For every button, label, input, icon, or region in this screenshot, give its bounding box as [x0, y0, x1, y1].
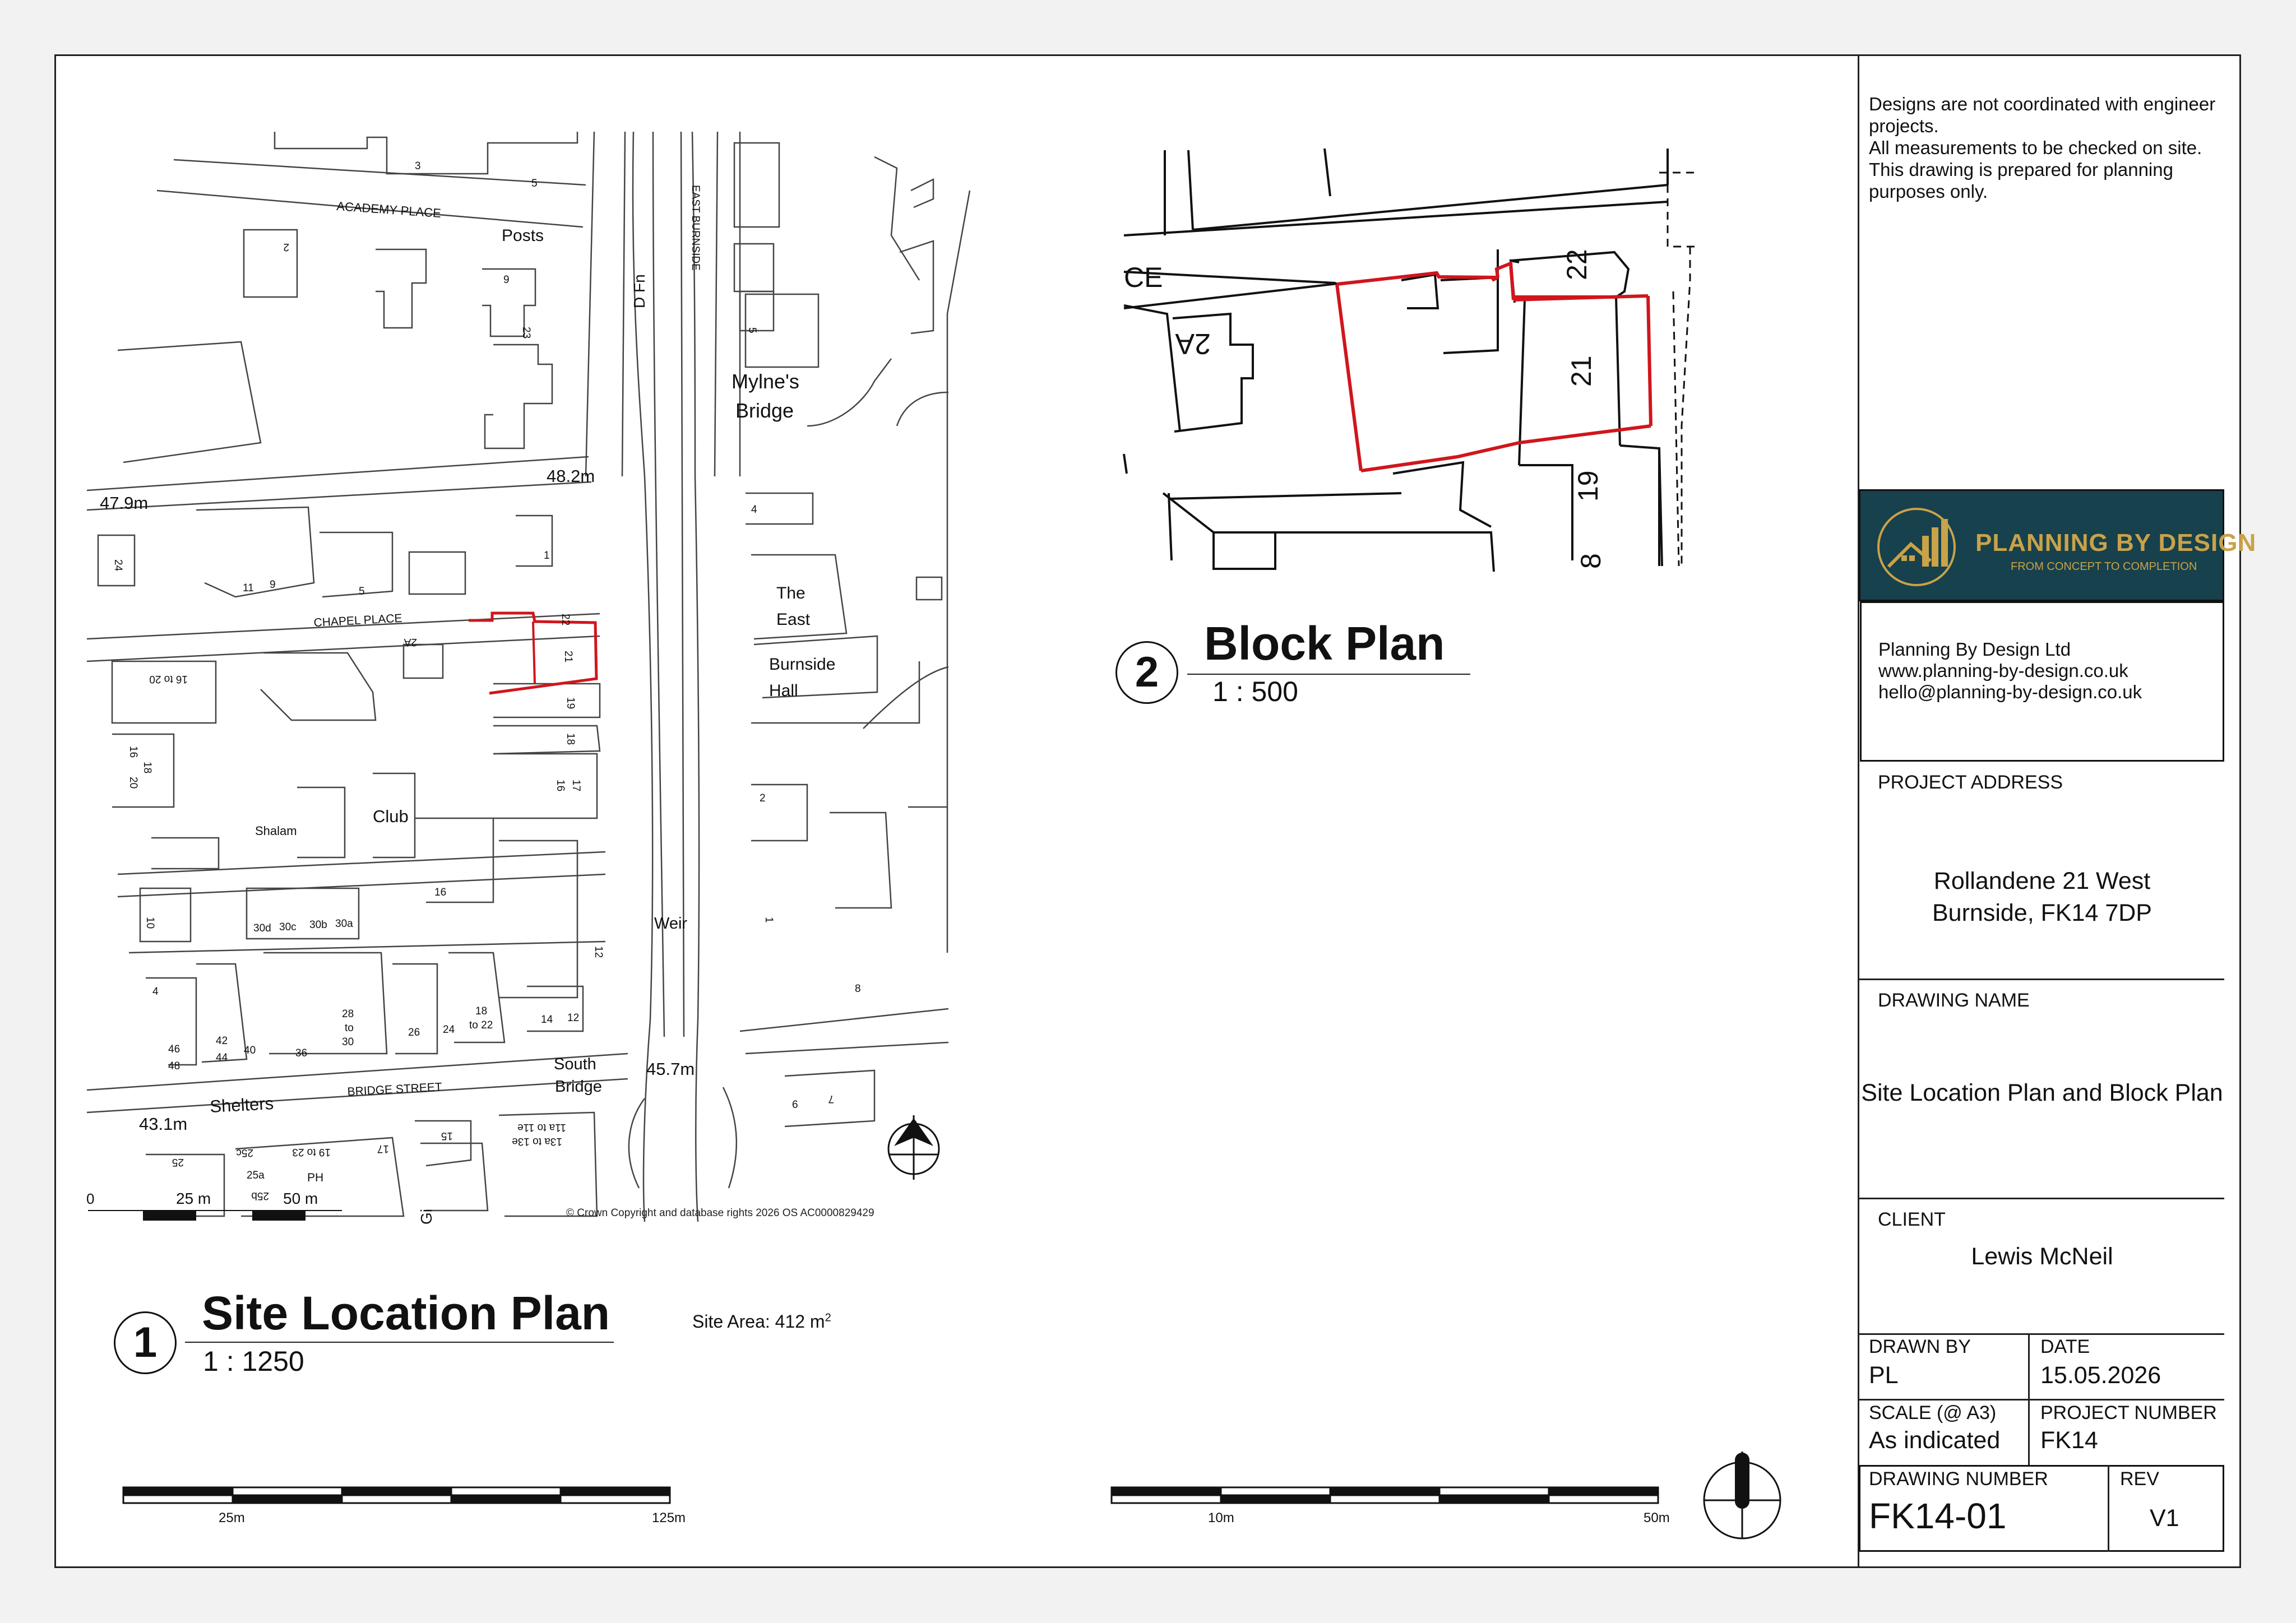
map-num: 20	[127, 777, 139, 789]
map-label-mylnes-1: Mylne's	[732, 370, 799, 393]
site-plan-number: 1	[114, 1311, 177, 1374]
map-num: 16 to 20	[149, 673, 188, 685]
block-label-22: 22	[1561, 249, 1593, 280]
map-label-east: East	[776, 610, 811, 629]
map-label-d-fn: D Fn	[631, 274, 648, 308]
map-num: 25a	[247, 1170, 265, 1181]
note-line: Designs are not coordinated with engineer	[1869, 94, 2216, 114]
note-line: purposes only.	[1869, 181, 1988, 202]
map-num: 12	[567, 1012, 580, 1024]
map-num: 26	[408, 1027, 420, 1038]
map-num: 8	[855, 983, 861, 995]
map-num: 11a to 11e	[517, 1121, 566, 1133]
map-label-academy-place: ACADEMY PLACE	[336, 199, 442, 221]
map-num: 42	[216, 1035, 228, 1047]
scale-value: As indicated	[1869, 1427, 2001, 1454]
site-plan-scale: 1 : 1250	[203, 1346, 304, 1377]
map-num: 48	[168, 1060, 180, 1072]
drawing-number-label: DRAWING NUMBER	[1869, 1468, 2048, 1490]
map-num: 36	[295, 1047, 308, 1059]
note-line: This drawing is prepared for planning	[1869, 159, 2173, 180]
map-num: 16	[127, 746, 139, 758]
block-label-21: 21	[1566, 355, 1597, 387]
rev-label: REV	[2120, 1468, 2159, 1490]
map-label-weir: Weir	[654, 915, 688, 933]
map-label-shalam: Shalam	[255, 824, 297, 838]
map-num: 40	[244, 1045, 256, 1056]
scale-label: SCALE (@ A3)	[1869, 1402, 1997, 1423]
map-num: 5	[359, 586, 365, 597]
map-label-chapel-place: CHAPEL PLACE	[313, 611, 402, 629]
map-label-the: The	[776, 584, 806, 602]
company-website-link[interactable]: www.planning-by-design.co.uk	[1878, 660, 2128, 681]
site-scalebar-right: 125m	[652, 1510, 686, 1525]
note-line: projects.	[1869, 115, 1939, 136]
date-value: 15.05.2026	[2040, 1362, 2161, 1389]
map-label-ph: PH	[307, 1171, 324, 1184]
divider	[1859, 1333, 2224, 1335]
map-num: 12	[592, 946, 604, 958]
divider	[2108, 1465, 2109, 1552]
house-logo-icon	[1869, 502, 1964, 592]
map-num: 24	[443, 1024, 455, 1036]
map-num: 46	[168, 1044, 180, 1055]
map-num: 25c	[236, 1147, 253, 1158]
map-num: 30a	[335, 918, 353, 930]
map-num: 30b	[309, 919, 327, 931]
map-num: 4	[152, 986, 159, 998]
map-num: 16	[434, 887, 447, 898]
map-label-bridge-street: BRIDGE STREET	[347, 1081, 443, 1098]
map-num: 19	[564, 697, 576, 710]
map-num: 6	[792, 1099, 798, 1111]
company-details	[1860, 601, 2224, 762]
rev-value: V1	[2150, 1505, 2179, 1532]
block-plan-title: Block Plan	[1204, 617, 1445, 670]
map-num: 28	[342, 1008, 354, 1020]
map-scale-25m: 25 m	[176, 1190, 211, 1207]
block-plan-title-underline	[1187, 674, 1470, 675]
drawing-name-label: DRAWING NAME	[1878, 990, 2030, 1011]
map-num: 30c	[279, 921, 297, 933]
map-label-height-45-7: 45.7m	[646, 1059, 695, 1079]
map-num: 5	[531, 178, 538, 189]
block-label-2a: 2A	[1175, 327, 1211, 360]
map-num: 18	[564, 733, 576, 745]
map-num: 3	[415, 160, 421, 172]
map-num: 22	[559, 614, 571, 626]
map-num: 9	[503, 274, 510, 286]
map-num: 17	[377, 1143, 389, 1154]
map-label-posts: Posts	[502, 226, 544, 245]
project-address-label: PROJECT ADDRESS	[1878, 772, 2063, 793]
map-num: 15	[441, 1130, 453, 1142]
map-label-club: Club	[373, 806, 409, 826]
project-address-line1: Rollandene 21 West	[1933, 868, 2151, 894]
note-line: All measurements to be checked on site.	[1869, 137, 2202, 158]
map-num: 11	[243, 582, 254, 594]
drawing-name-value: Site Location Plan and Block Plan	[1861, 1079, 2223, 1106]
map-num: 5	[746, 327, 758, 333]
map-label-bridge: Bridge	[555, 1078, 602, 1096]
map-num: 2	[760, 792, 766, 804]
drawing-number-value: FK14-01	[1869, 1496, 2007, 1536]
map-num: 25	[172, 1156, 184, 1168]
divider	[1859, 1198, 2224, 1199]
map-num: 1	[763, 917, 775, 923]
map-label-height-48-2: 48.2m	[547, 466, 595, 486]
map-num: 7	[828, 1093, 834, 1105]
project-address-line2: Burnside, FK14 7DP	[1932, 899, 2152, 926]
map-label-east-burnside: EAST BURNSIDE	[689, 185, 701, 271]
logo-tagline: FROM CONCEPT TO COMPLETION	[2011, 560, 2197, 573]
map-num: to	[345, 1022, 354, 1034]
drawn-by-value: PL	[1869, 1362, 1899, 1389]
divider	[1859, 1399, 2224, 1401]
client-label: CLIENT	[1878, 1209, 1946, 1230]
map-label-gi: Gi	[418, 1209, 435, 1225]
project-number-label: PROJECT NUMBER	[2040, 1402, 2217, 1423]
map-num: 30	[342, 1036, 354, 1048]
drawing-notes	[1869, 93, 2228, 202]
map-num: 25b	[251, 1190, 269, 1202]
client-value: Lewis McNeil	[1971, 1243, 2113, 1270]
block-scalebar-right: 50m	[1644, 1510, 1670, 1525]
map-num: 18	[141, 762, 153, 774]
block-label-19: 19	[1572, 470, 1604, 502]
map-num: 19 to 23	[292, 1146, 331, 1158]
map-num: to 22	[469, 1019, 493, 1031]
divider	[1859, 979, 2224, 980]
map-scale-zero: 0	[86, 1190, 95, 1207]
project-number-value: FK14	[2040, 1427, 2098, 1454]
map-num: 10	[144, 917, 156, 929]
block-plan-scale: 1 : 500	[1212, 676, 1298, 707]
map-num: 30d	[253, 922, 271, 934]
logo-company-name: PLANNING BY DESIGN	[1975, 529, 2257, 557]
block-plan-number: 2	[1115, 641, 1178, 704]
map-num: 21	[562, 651, 574, 663]
map-num: 1	[544, 550, 550, 562]
map-num: 18	[475, 1005, 488, 1017]
company-logo-banner	[1859, 489, 2257, 601]
map-scale-50m: 50 m	[283, 1190, 318, 1207]
map-num: 23	[520, 327, 532, 339]
block-scalebar-left: 10m	[1208, 1510, 1234, 1525]
map-num: 44	[216, 1052, 228, 1064]
map-label-height-47-9: 47.9m	[100, 493, 149, 513]
map-num: 4	[751, 504, 757, 516]
map-label-south: South	[554, 1055, 596, 1073]
company-email-link[interactable]: hello@planning-by-design.co.uk	[1878, 681, 2142, 702]
date-label: DATE	[2040, 1336, 2090, 1357]
map-label-height-43-1: 43.1m	[139, 1114, 188, 1134]
block-label-ce: CE	[1124, 262, 1163, 293]
map-num: 9	[270, 579, 276, 591]
site-plan-title-underline	[185, 1342, 614, 1343]
map-num: 2	[283, 241, 289, 253]
drawn-by-label: DRAWN BY	[1869, 1336, 1971, 1357]
map-copyright: © Crown Copyright and database rights 2026 OS AC0000829429	[566, 1207, 874, 1219]
map-num: 2A	[404, 636, 417, 648]
map-num: 14	[541, 1014, 553, 1026]
map-label-burnside: Burnside	[769, 655, 836, 674]
map-num: 16	[554, 780, 566, 792]
map-num: 13a to 13e	[512, 1135, 562, 1147]
map-label-shelters: Shelters	[209, 1093, 274, 1116]
map-num: 17	[570, 780, 582, 792]
block-label-8: 8	[1575, 553, 1607, 569]
site-scalebar-left: 25m	[219, 1510, 245, 1525]
map-num: 24	[112, 559, 124, 572]
company-name: Planning By Design Ltd	[1878, 639, 2071, 660]
site-area: Site Area: 412 $m^2$	[692, 1311, 831, 1332]
map-label-hall: Hall	[769, 681, 798, 700]
site-plan-title: Site Location Plan	[202, 1287, 610, 1339]
map-label-mylnes-2: Bridge	[735, 399, 794, 422]
